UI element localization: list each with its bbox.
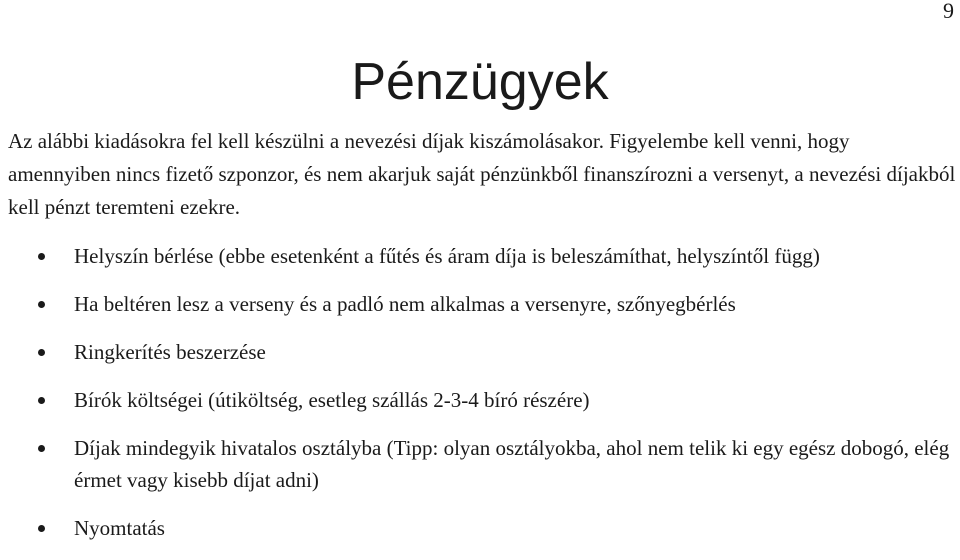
bullet-icon <box>38 253 45 260</box>
list-item <box>0 384 950 416</box>
list-item-text: Helyszín bérlése (ebbe esetenként a fűtés és áram díja is beleszámíthat, helyszíntől függ) <box>74 244 820 268</box>
bullet-icon <box>38 301 45 308</box>
list-item-text: Ringkerítés beszerzése <box>74 340 266 364</box>
intro-paragraph: Az alábbi kiadásokra fel kell készülni a nevezési díjak kiszámolásakor. Figyelembe kell venni, hogy amennyiben nincs fizető szponzor, és nem akarjuk saját pénzünkből finanszírozni a versenyt, a nevezési díjakból kell pénzt teremteni ezekre. <box>8 129 956 219</box>
list-item <box>0 288 950 320</box>
list-item-text: Ha beltéren lesz a verseny és a padló nem alkalmas a versenyre, szőnyegbérlés <box>74 292 736 316</box>
list-item <box>0 512 950 544</box>
page-title: Pénzügyek <box>351 53 609 111</box>
expense-list <box>0 240 950 560</box>
list-item <box>0 336 950 368</box>
list-item-text: Díjak mindegyik hivatalos osztályba (Tipp: olyan osztályokba, ahol nem telik ki egy egész dobogó, elég érmet vagy kisebb díjat adni) <box>74 436 950 492</box>
list-item-text: Bírók költségei (útiköltség, esetleg szállás 2-3-4 bíró részére) <box>74 388 590 412</box>
list-item <box>0 240 950 272</box>
bullet-icon <box>38 445 45 452</box>
bullet-icon <box>38 525 45 532</box>
page-number: 9 <box>943 0 954 23</box>
bullet-icon <box>38 397 45 404</box>
list-item-text: Nyomtatás <box>74 516 165 540</box>
bullet-icon <box>38 349 45 356</box>
list-item <box>0 432 950 496</box>
